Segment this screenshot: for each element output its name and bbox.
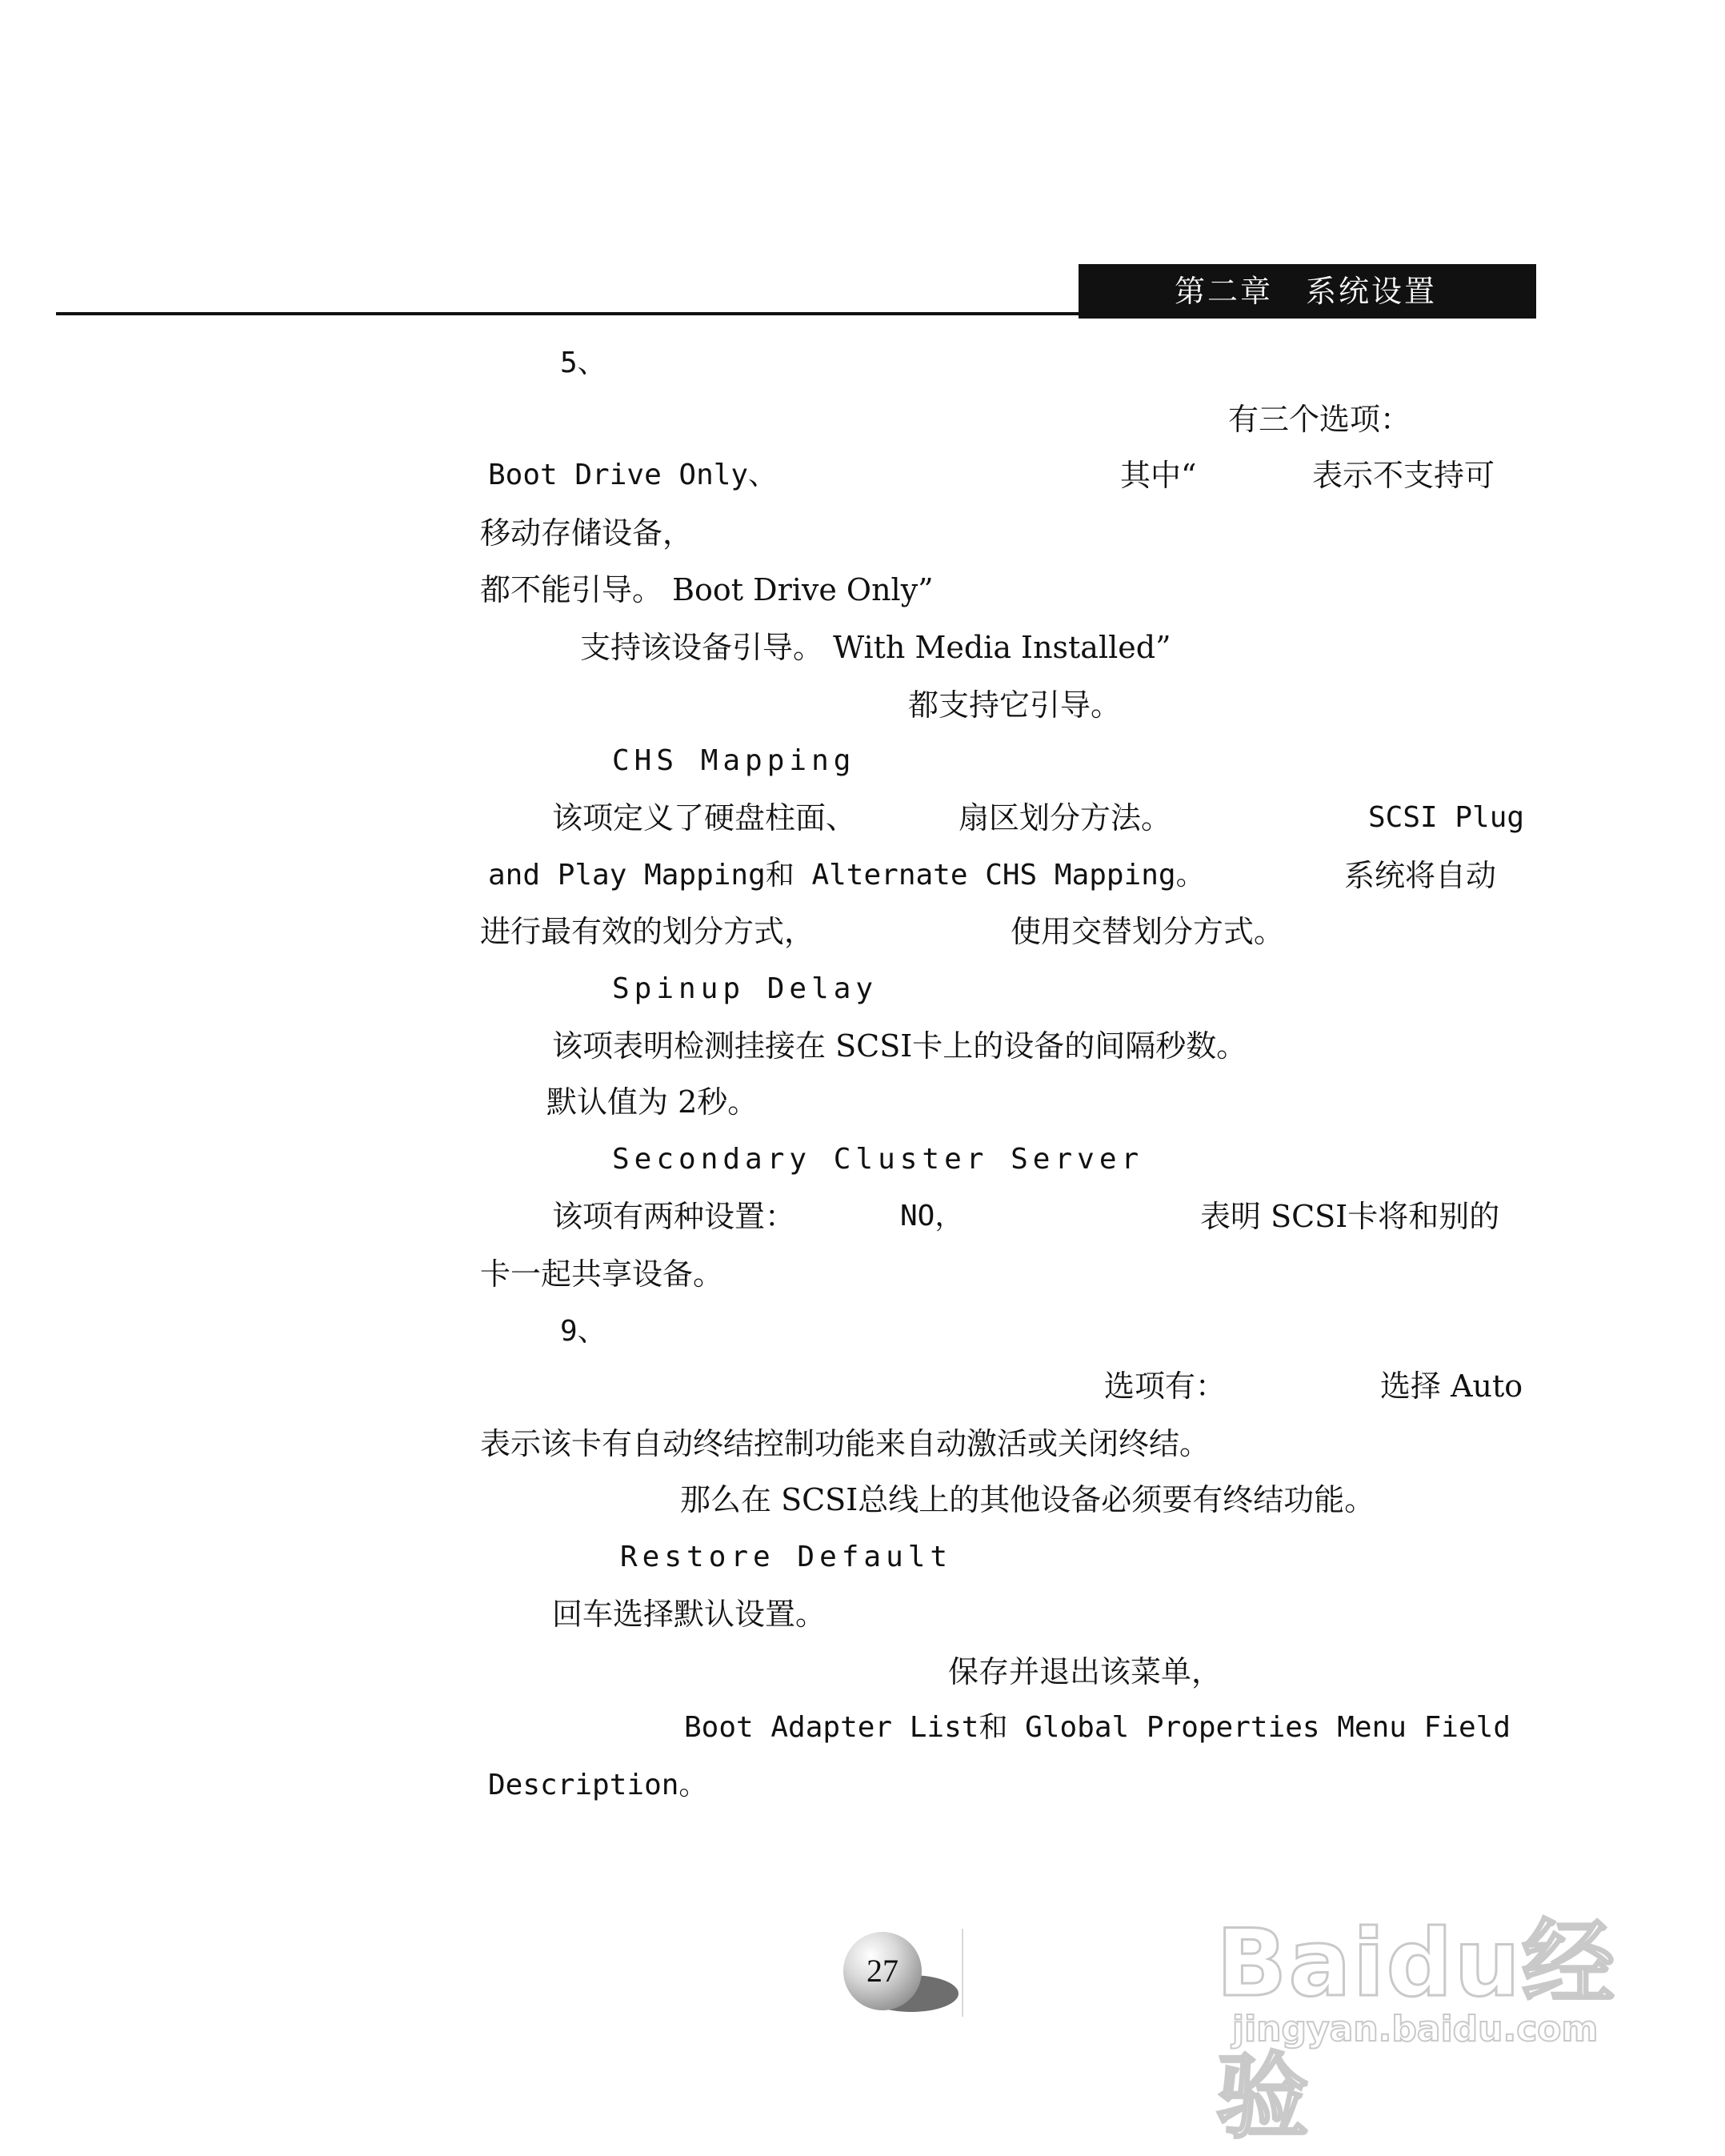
body-line: 都支持它引导。: [908, 687, 1122, 723]
body-line: 9、: [560, 1315, 606, 1348]
watermark-url: jingyan.baidu.com: [1232, 2009, 1599, 2050]
body-line: 卡一起共享设备。: [480, 1256, 724, 1292]
body-line: 选择 Auto: [1380, 1369, 1523, 1404]
body-line: 回车选择默认设置。: [552, 1597, 826, 1632]
page-number-badge: [840, 1929, 960, 2021]
baidu-watermark: [1216, 1873, 1632, 2151]
body-line: 那么在 SCSI总线上的其他设备必须要有终结功能。: [680, 1482, 1375, 1517]
body-line: 保存并退出该菜单，: [948, 1654, 1223, 1689]
body-line: 进行最有效的划分方式，: [480, 914, 815, 949]
body-line: 该项定义了硬盘柱面、: [552, 800, 857, 836]
body-line: 都不能引导。 Boot Drive Only”: [480, 572, 934, 607]
badge-divider: [962, 1929, 963, 2017]
body-line: 其中“: [1120, 458, 1197, 493]
page-number: 27: [867, 1953, 899, 1989]
chapter-header: [1079, 264, 1536, 319]
chapter-title: 第二章 系统设置: [1175, 274, 1438, 309]
body-line: 默认值为 2秒。: [546, 1084, 758, 1120]
body-line: 表示该卡有自动终结控制功能来自动激活或关闭终结。: [480, 1426, 1211, 1461]
body-line: 该项表明检测挂接在 SCSI卡上的设备的间隔秒数。: [552, 1028, 1247, 1064]
body-line: and Play Mapping和 Alternate CHS Mapping。: [488, 859, 1205, 892]
body-line: 有三个选项：: [1228, 402, 1411, 437]
body-line: 5、: [560, 347, 606, 379]
body-line: SCSI Plug: [1368, 801, 1525, 834]
body-line: 表示不支持可: [1312, 458, 1495, 493]
body-line: 表明 SCSI卡将和别的: [1200, 1199, 1500, 1234]
body-line: 移动存储设备，: [480, 515, 694, 551]
header-rule: [56, 312, 1080, 315]
section-heading: CHS Mapping: [612, 744, 856, 777]
body-line: Description。: [488, 1769, 708, 1801]
body-line: 使用交替划分方式。: [1011, 914, 1285, 949]
body-line: 选项有：: [1104, 1369, 1227, 1404]
section-heading: Secondary Cluster Server: [612, 1143, 1144, 1176]
body-line: 系统将自动: [1344, 858, 1497, 893]
body-line: 支持该设备引导。 With Media Installed”: [580, 630, 1171, 665]
body-line: Boot Drive Only、: [488, 459, 778, 491]
body-line: NO，: [900, 1200, 964, 1232]
section-heading: Spinup Delay: [612, 972, 879, 1005]
body-line: Boot Adapter List和 Global Properties Menu Field: [684, 1711, 1511, 1744]
section-heading: Restore Default: [620, 1541, 953, 1573]
body-line: 扇区划分方法。: [959, 800, 1172, 836]
watermark-logo: Baidu经验: [1216, 1910, 1617, 2151]
body-line: 该项有两种设置：: [552, 1199, 796, 1234]
